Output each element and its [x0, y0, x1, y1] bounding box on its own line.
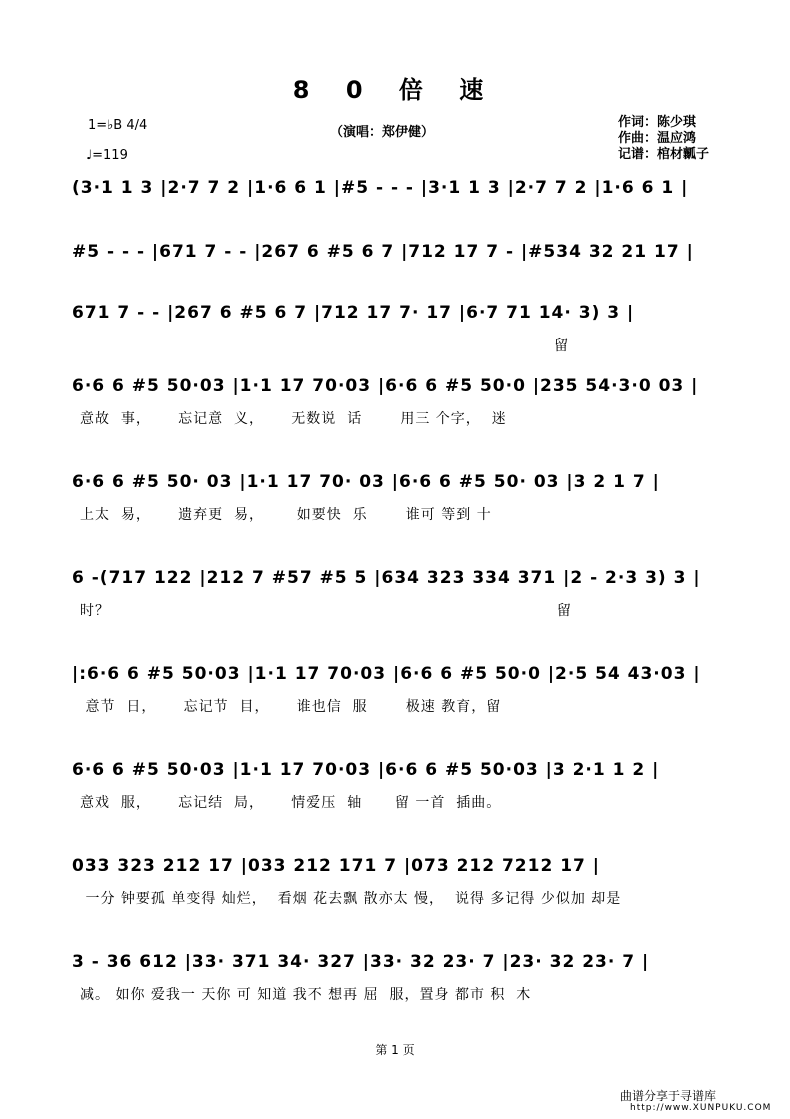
key-signature: 1=♭B 4/4 — [88, 118, 148, 133]
notes: 671 7 - - |267 6 #5 6 7 |712 17 7· 17 |6·7 71 14· 3) 3 | — [72, 303, 635, 323]
footer-credit: 曲谱分享于寻谱库 — [620, 1089, 717, 1103]
lyrics: 意故 事， 忘记意 义， 无数说 话 用三 个字， 迷 — [80, 411, 507, 427]
lyrics: 一分 钟要孤 单变得 灿烂， 看烟 花去飘 散亦太 慢， 说得 多记得 少似加 却是 — [80, 891, 622, 907]
notes: 6·6 6 #5 50·03 |1·1 17 70·03 |6·6 6 #5 50·03 |3 2·1 1 2 | — [72, 760, 660, 780]
lyrics: 意戏 服， 忘记结 局， 情爱压 轴 留 一首 插曲。 — [80, 795, 502, 811]
credits — [618, 115, 709, 163]
lyricist: 作词：陈少琪 — [618, 115, 697, 130]
lyrics: 上太 易， 遗弃更 易， 如要快 乐 谁可 等到 十 — [80, 507, 492, 523]
lyrics: 意节 日， 忘记节 目， 谁也信 服 极速 教育，留 — [80, 699, 502, 715]
notes: 6 -(717 122 |212 7 #57 #5 5 |634 323 334 371 |2 - 2·3 3) 3 | — [72, 568, 701, 588]
notes: #5 - - - |671 7 - - |267 6 #5 6 7 |712 17 7 - |#534 32 21 17 | — [72, 242, 694, 262]
transcriber: 记谱：棺材瓤子 — [618, 147, 710, 162]
lyrics: 留 — [80, 338, 570, 354]
notes: 033 323 212 17 |033 212 171 7 |073 212 7212 17 | — [72, 856, 600, 876]
song-title: 8 0 倍 速 — [292, 76, 498, 104]
footer-url[interactable]: http://www.XUNPUKU.COM — [630, 1103, 772, 1113]
lyrics: 时？ 留 — [80, 603, 572, 619]
singer-credit: （演唱：郑伊健） — [330, 125, 435, 140]
notes: (3·1 1 3 |2·7 7 2 |1·6 6 1 |#5 - - - |3·1 1 3 |2·7 7 2 |1·6 6 1 | — [72, 178, 689, 198]
lyrics: 减。 如你 爱我一 天你 可 知道 我不 想再 屈 服，置身 都市 积 木 — [80, 987, 532, 1003]
notes: 6·6 6 #5 50·03 |1·1 17 70·03 |6·6 6 #5 50·0 |235 54·3·0 03 | — [72, 376, 699, 396]
notes: 3 - 36 612 |33· 371 34· 327 |33· 32 23· 7 |23· 32 23· 7 | — [72, 952, 650, 972]
notes: |:6·6 6 #5 50·03 |1·1 17 70·03 |6·6 6 #5 50·0 |2·5 54 43·03 | — [72, 664, 701, 684]
notes: 6·6 6 #5 50· 03 |1·1 17 70· 03 |6·6 6 #5 50· 03 |3 2 1 7 | — [72, 472, 660, 492]
page-number: 第 1 页 — [375, 1043, 415, 1057]
tempo-marking: ♩=119 — [86, 148, 128, 163]
composer: 作曲：温应鸿 — [618, 131, 697, 146]
